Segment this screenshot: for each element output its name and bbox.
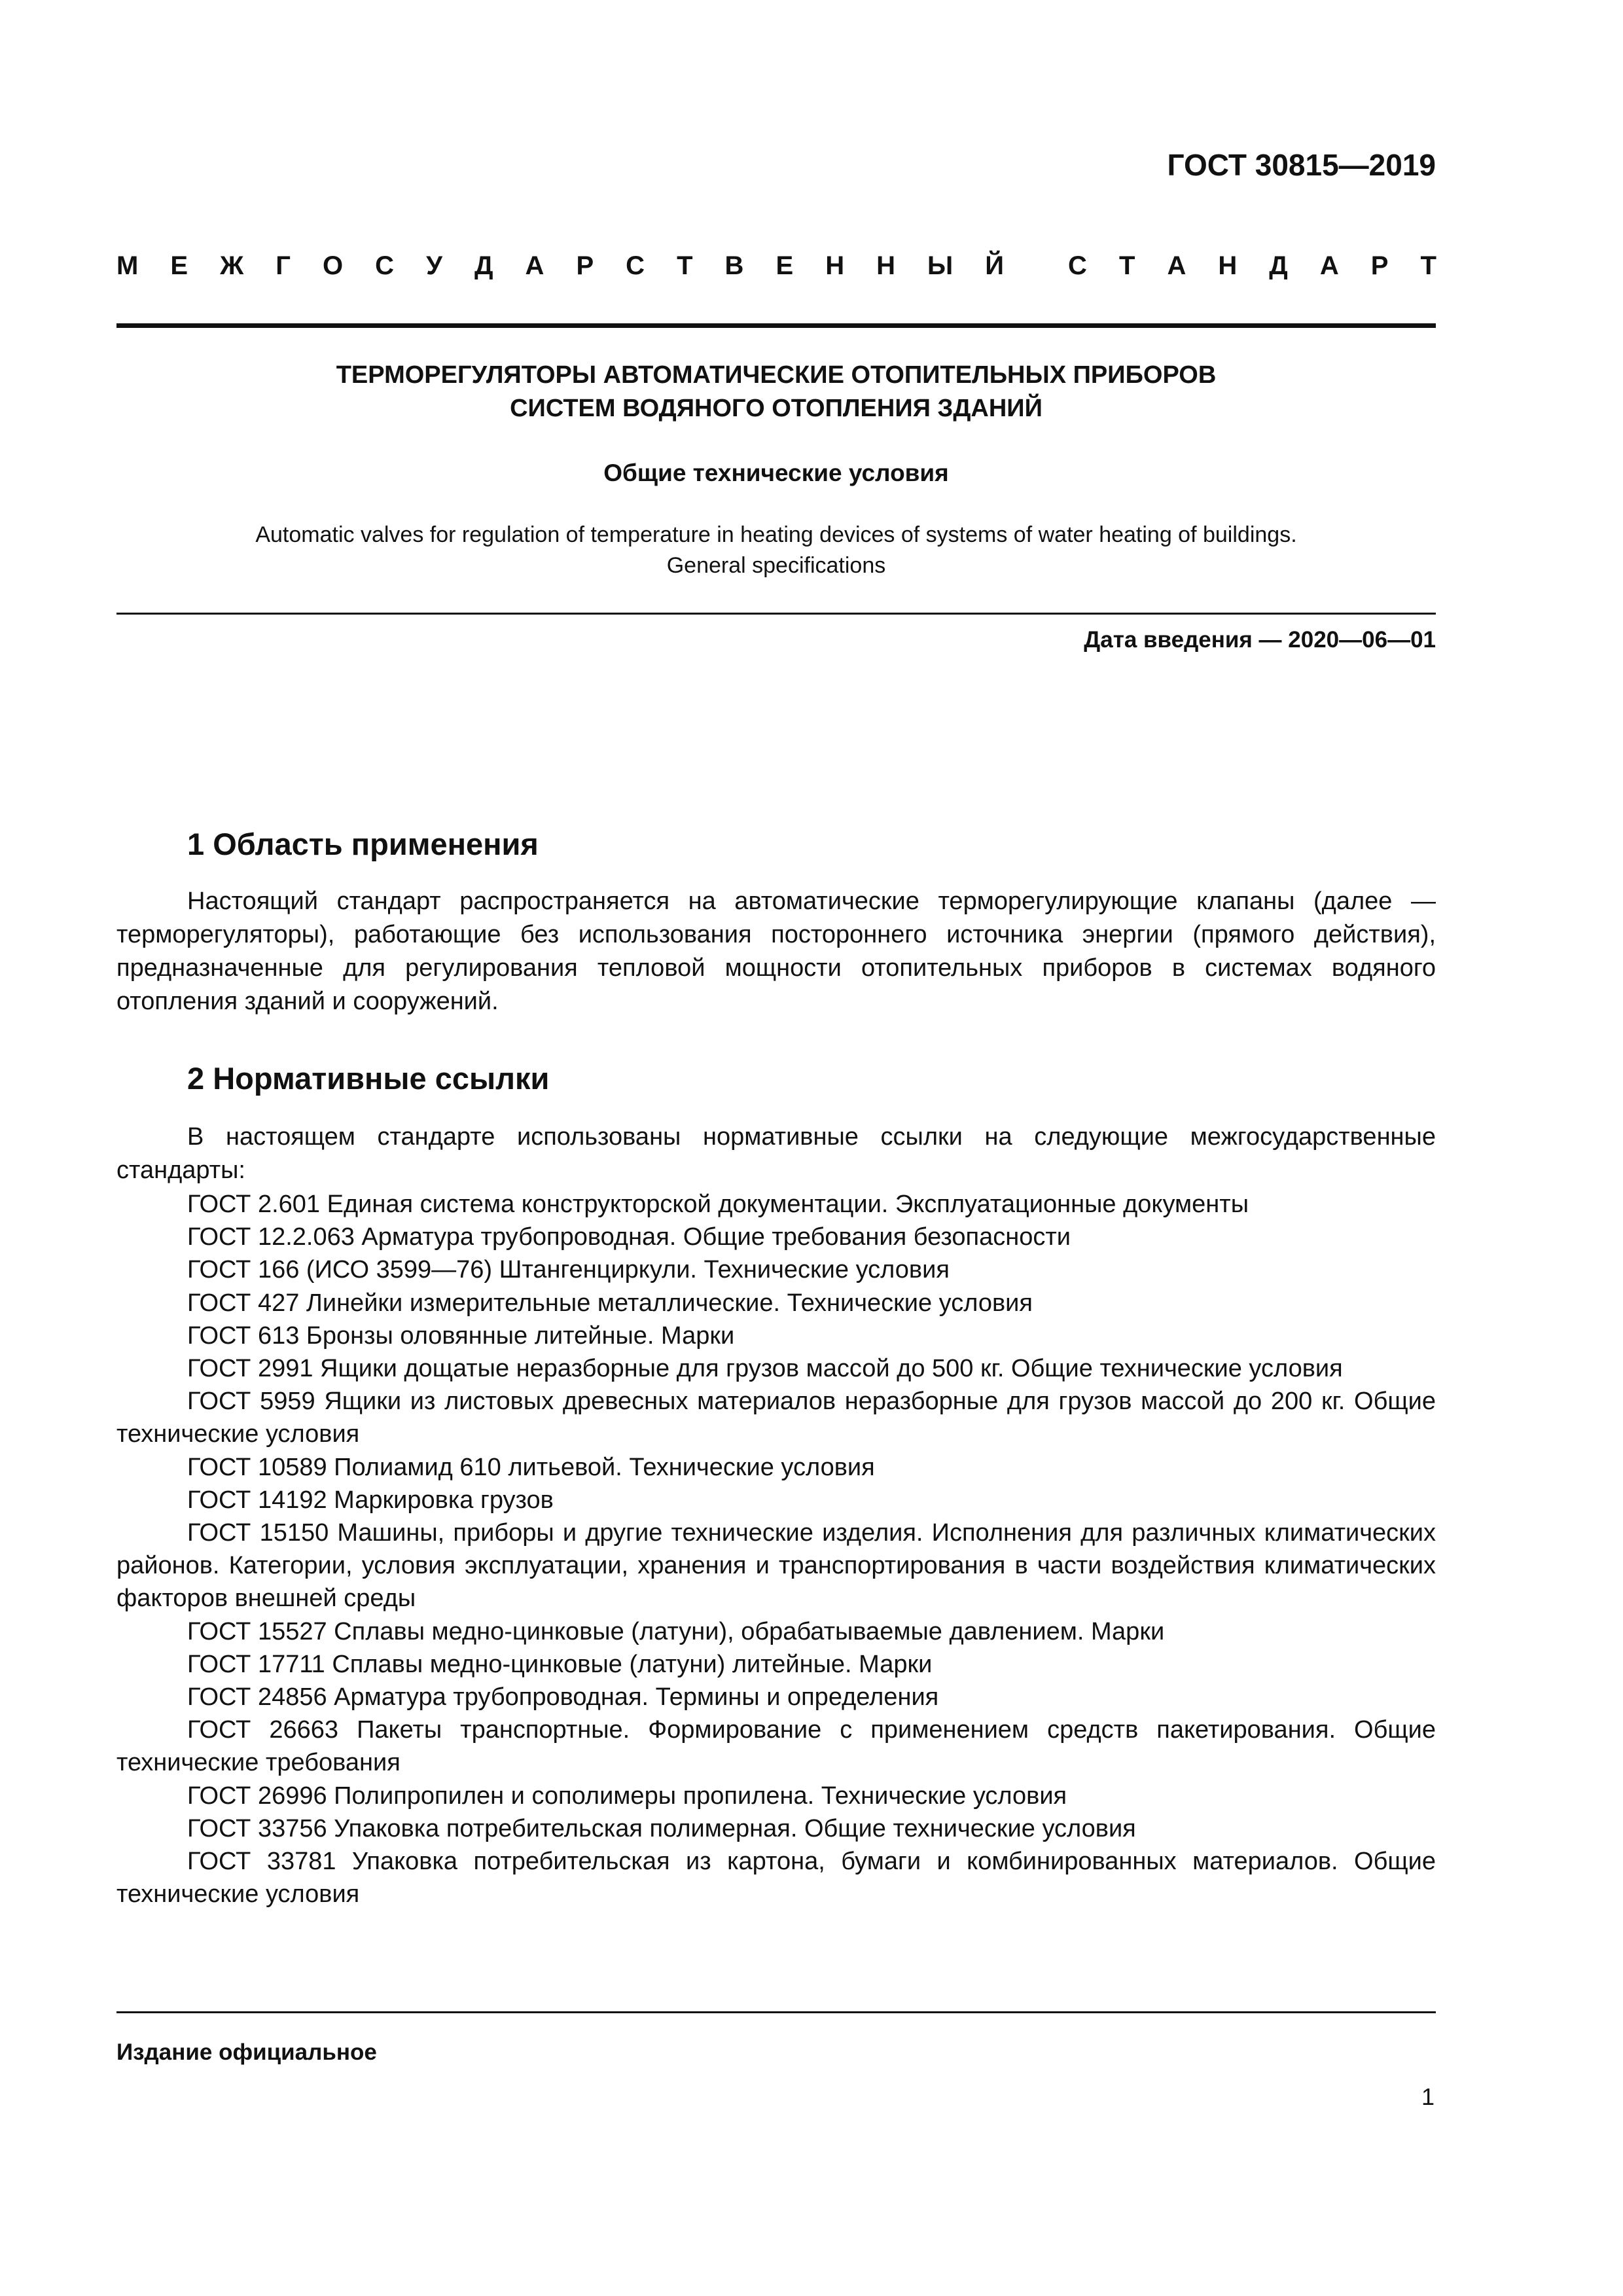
- reference-item: ГОСТ 33781 Упаковка потребительская из картона, бумаги и комбинированных материалов. Общие технические условия: [116, 1848, 1436, 1909]
- standard-type-letter: А: [1319, 251, 1339, 280]
- normative-references-list: [116, 1188, 1436, 1910]
- standard-type-letter: Д: [1269, 251, 1288, 280]
- reference-item: ГОСТ 14192 Маркировка грузов: [187, 1486, 554, 1514]
- document-subtitle: Общие технические условия: [603, 459, 949, 486]
- standard-type-letter: О: [322, 251, 344, 280]
- reference-item: ГОСТ 15527 Сплавы медно-цинковые (латуни), обрабатываемые давлением. Марки: [187, 1617, 1165, 1645]
- section-2-intro: В настоящем стандарте использованы нормативные ссылки на следующие межгосударственные стандарты:: [116, 1123, 1436, 1184]
- reference-item: ГОСТ 33756 Упаковка потребительская полимерная. Общие технические условия: [187, 1814, 1136, 1842]
- standard-type-letter: Ы: [927, 251, 954, 280]
- reference-item: ГОСТ 2991 Ящики дощатые неразборные для грузов массой до 500 кг. Общие технические условия: [187, 1355, 1343, 1383]
- section-1-text: Настоящий стандарт распространяется на автоматические терморегулирующие клапаны (далее — терморегуляторы), работающие без использования постороннего источника энергии (прямого действия), предназначенные для регулирования тепловой мощности отопительных приборов в системах водяного отопления зданий и сооружений.: [116, 888, 1436, 1015]
- standard-type-letter: Т: [1118, 251, 1135, 280]
- standard-type-letter: Г: [276, 251, 291, 280]
- standard-type-letter: Е: [170, 251, 188, 280]
- reference-item: ГОСТ 427 Линейки измерительные металлические. Технические условия: [187, 1289, 1033, 1317]
- reference-item: ГОСТ 166 (ИСО 3599—76) Штангенциркули. Технические условия: [187, 1256, 950, 1284]
- standard-type-letter: Р: [1370, 251, 1389, 280]
- document-title: [116, 359, 1436, 425]
- english-title-line-2: General specifications: [666, 553, 886, 578]
- title-line-1: ТЕРМОРЕГУЛЯТОРЫ АВТОМАТИЧЕСКИЕ ОТОПИТЕЛЬНЫХ ПРИБОРОВ: [336, 361, 1217, 389]
- reference-item: ГОСТ 26663 Пакеты транспортные. Формирование с применением средств пакетирования. Общие технические требования: [116, 1716, 1436, 1777]
- page-number: 1: [1421, 2083, 1435, 2110]
- standard-type-letter: Н: [1218, 251, 1238, 280]
- reference-item: ГОСТ 10589 Полиамид 610 литьевой. Технические условия: [187, 1453, 875, 1481]
- standard-type-letter: Й: [985, 251, 1004, 280]
- reference-item: ГОСТ 2.601 Единая система конструкторской документации. Эксплуатационные документы: [187, 1191, 1249, 1218]
- standard-type-letter: Т: [677, 251, 693, 280]
- standard-type-letter: В: [724, 251, 744, 280]
- section-2-heading: 2 Нормативные ссылки: [187, 1061, 550, 1096]
- standard-type-letter: С: [626, 251, 645, 280]
- english-title: [116, 520, 1436, 581]
- standard-type-letter: А: [1167, 251, 1186, 280]
- title-divider: [116, 613, 1436, 615]
- standard-type-letter: Т: [1420, 251, 1436, 280]
- standard-type-letter: А: [525, 251, 544, 280]
- standard-type-letter: Д: [474, 251, 493, 280]
- title-line-2: СИСТЕМ ВОДЯНОГО ОТОПЛЕНИЯ ЗДАНИЙ: [510, 395, 1043, 422]
- standard-type-letter: М: [116, 251, 139, 280]
- reference-item: ГОСТ 26996 Полипропилен и сополимеры пропилена. Технические условия: [187, 1782, 1067, 1810]
- standard-type-letter: У: [426, 251, 442, 280]
- standard-type-letter: Н: [825, 251, 845, 280]
- section-1-heading: 1 Область применения: [187, 827, 539, 861]
- footer-divider: [116, 2011, 1436, 2013]
- standard-type-letter: Е: [776, 251, 794, 280]
- reference-item: ГОСТ 24856 Арматура трубопроводная. Термины и определения: [187, 1683, 939, 1712]
- reference-item: ГОСТ 12.2.063 Арматура трубопроводная. Общие требования безопасности: [187, 1223, 1071, 1251]
- document-code: ГОСТ 30815—2019: [1167, 148, 1436, 182]
- english-title-line-1: Automatic valves for regulation of temperature in heating devices of systems of water heating of buildings.: [255, 522, 1297, 547]
- reference-item: ГОСТ 613 Бронзы оловянные литейные. Марки: [187, 1321, 735, 1350]
- standard-type-heading: [116, 251, 1436, 281]
- standard-type-letter: С: [1068, 251, 1087, 280]
- standard-type-letter: С: [375, 251, 395, 280]
- introduction-date: Дата введения — 2020—06—01: [1084, 627, 1436, 653]
- standard-type-letter: Н: [876, 251, 895, 280]
- header-divider: [116, 323, 1436, 328]
- reference-item: ГОСТ 15150 Машины, приборы и другие технические изделия. Исполнения для различных климатических районов. Категории, условия эксплуатации, хранения и транспортирования в части воздействия климатических факторов внешней среды: [116, 1519, 1436, 1613]
- standard-type-letter: Ж: [220, 251, 244, 280]
- standard-type-letter: Р: [576, 251, 594, 280]
- edition-label: Издание официальное: [116, 2039, 377, 2065]
- reference-item: ГОСТ 17711 Сплавы медно-цинковые (латуни) литейные. Марки: [187, 1650, 933, 1678]
- reference-item: ГОСТ 5959 Ящики из листовых древесных материалов неразборные для грузов массой до 200 кг. Общие технические условия: [116, 1388, 1436, 1448]
